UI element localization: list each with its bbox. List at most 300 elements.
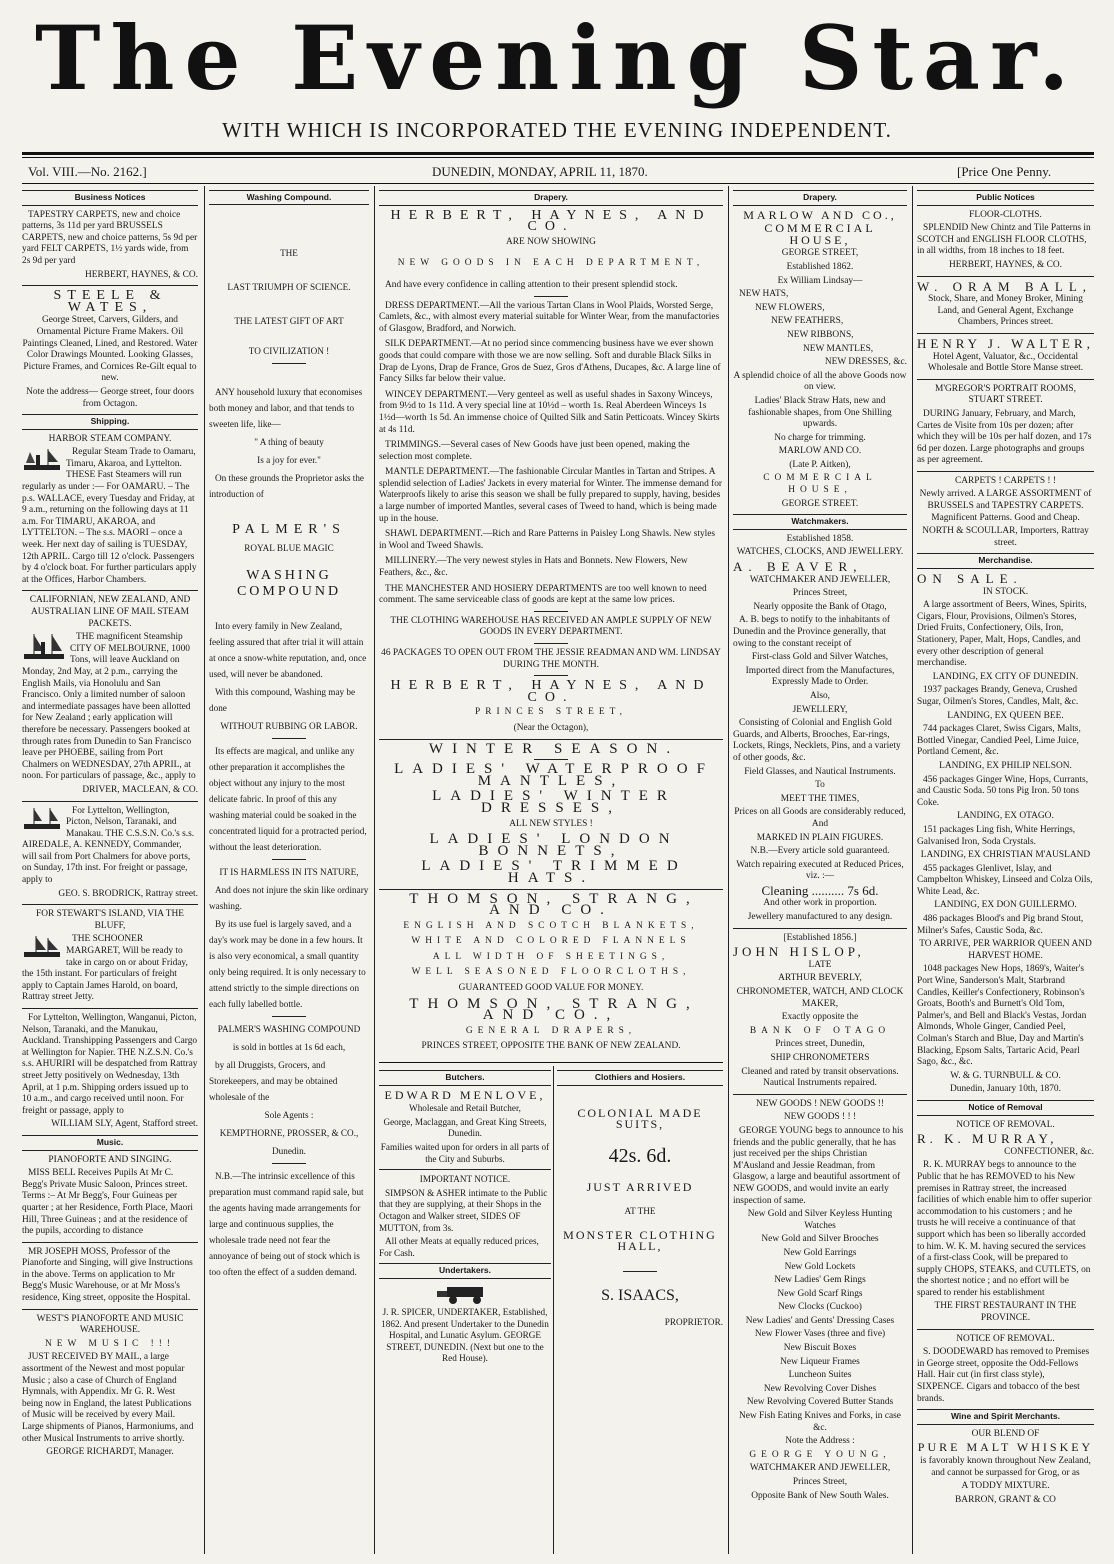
ad-line: (Near the Octagon), [513,722,589,733]
separator [733,1094,907,1095]
ad-signature: (Late P. Aitken), [789,459,851,470]
ad-address: Nearly opposite the Bank of Otago, [753,601,887,612]
ad-line: LANDING, EX OTAGO. [957,811,1054,822]
ad-signature: MARLOW AND CO. [778,446,862,457]
ad-title: STEELE & WATES, [53,288,167,315]
ad-body: SIMPSON & ASHER intimate to the Public that they are supplying, at their Shops in the Octagon and Walker street, SIDES OF MUTTON, from 3s. [379,1187,548,1233]
column-business-shipping-music [22,186,198,1554]
separator [534,611,568,612]
ad-body: J. R. SPICER, UNDERTAKER, Established, 1862. And present Undertaker to the Dunedin Hospital, and Lunatic Asylum. GEORGE STREET, DUNEDIN. (Next but one to the Red House). [381,1306,549,1364]
ad-line: Jewellery manufactured to any design. [747,912,893,923]
masthead [0,0,1114,150]
ad-list-item: New Revolving Covered Butter Stands [746,1397,894,1408]
ad-emphasis: PALMER'S WASHING COMPOUND [217,1024,361,1034]
ad-list-item: New Ladies' and Gents' Dressing Cases [745,1315,895,1326]
ad-tapestry-carpets [22,210,198,282]
ad-address: Princes Street, [792,588,848,599]
separator [272,1016,306,1017]
ad-list-item: New Gold and Silver Keyless Hunting Watches [747,1209,893,1231]
section-head-undertakers: Undertakers. [379,1263,551,1279]
ad-list-item: New Gold Earrings [783,1247,857,1258]
ad-title: WASHING COMPOUND [236,568,342,599]
ad-list-item: New Gold and Silver Brooches [761,1234,879,1245]
separator [379,739,723,740]
ad-line: LANDING, EX CITY OF DUNEDIN. [932,671,1079,682]
ad-quote: " A thing of beauty [254,437,324,447]
ad-body: On these grounds the Proprietor asks the introduction of [209,473,365,499]
ad-line: WATCHMAKER AND JEWELLER, [749,574,891,585]
ad-body: George Street, Carvers, Gilders, and Ornamental Picture Frame Makers. Oil Paintings Cleaned, Lined, and Restored. Water Color Drawings Mounted. Looking Glasses, Picture Frames, and Cornices Re-Gilt equal to new. [22,315,198,384]
ad-body: No charge for trimming. [774,432,866,443]
ad-body: 151 packages Ling fish, White Herrings, Galvanised Iron, Soda Crystals. [917,824,1076,847]
ad-title: R. K. MURRAY, [917,1131,1058,1147]
ad-title: MARLOW AND CO., [743,207,897,222]
ad-body: With this compound, Washing may be done [209,687,356,713]
ad-californian-line [22,595,198,796]
separator [272,738,306,739]
ad-body: By its use fuel is largely saved, and a day's work may be done in a few hours. It is also very economical, a small quantity only being required. It is only necessary to attend strictly to the simple directions on each fully labelled bottle. [209,919,366,1009]
ad-body: WINCEY DEPARTMENT.—Very genteel as well as useful shades in Saxony Winceys, from 9½d to 1s 11d. A very special line at 10½d – worth 1s. Real Aberdeen Winceys 1s 1½d—worth 1s 5d. An immense choice of Quilted Silk and Satin Petticoats. Wincey Skirts at 4s 11d. [379,389,720,435]
ad-list-item: New Revolving Cover Dishes [763,1383,877,1394]
ad-body: Ladies' Black Straw Hats, new and fashionable shapes, from One Shilling upwards. [748,395,892,430]
ad-title: HERBERT, HAYNES, AND CO. [390,207,712,235]
ad-body: is sold in bottles at 1s 6d each, [232,1042,346,1052]
ad-george-young [733,1099,907,1502]
ad-list-item: NEW MANTLES, [803,343,874,354]
section-head-business: Business Notices [22,190,198,206]
ad-line: ENGLISH AND SCOTCH BLANKETS, [403,920,699,931]
ad-date: Dunedin, January 10th, 1870. [950,1084,1061,1095]
ad-line: THE FIRST RESTAURANT IN THE PROVINCE. [934,1301,1077,1324]
ad-line: LANDING, EX CHRISTIAN M'AUSLAND [920,850,1091,861]
ad-line: Also, [809,690,831,701]
ad-signature: PROPRIETOR. [664,1317,723,1328]
separator [917,1329,1094,1330]
ad-line: Watch repairing executed at Reduced Prices, viz. :— [736,859,904,882]
ad-list-item: NEW HATS, [739,289,789,300]
ad-marlow [733,207,907,511]
ad-line: GUARANTEED GOOD VALUE FOR MONEY. [458,983,644,994]
ad-title: HENRY J. WALTER, [917,335,1094,351]
section-head-merchandise: Merchandise. [917,553,1094,569]
separator [534,675,568,676]
ad-title: COMMERCIAL HOUSE, [764,221,876,247]
ad-body: A splendid choice of all the above Goods now on view. [733,370,907,393]
separator [534,296,568,297]
ad-west-music [22,1314,198,1459]
ad-line: TO ARRIVE, PER WARRIOR QUEEN AND HARVEST HOME. [919,939,1092,961]
ad-title: JOHN HISLOP, [733,944,865,960]
ad-henry-walter [917,335,1094,375]
ad-ahuriri [22,1013,198,1131]
ad-floor-cloths [917,210,1094,272]
ad-body: Into every family in New Zealand, feeling assured that after trial it will attain at once a snow-white reputation, and, once used, will never be abandoned. [209,621,367,679]
ad-line: IN STOCK. [982,586,1029,597]
ad-doodeward [917,1334,1094,1406]
ad-title: CARPETS ! CARPETS ! ! [954,475,1057,486]
ad-list-item: NEW DRESSES, &c. [824,357,907,368]
ad-signature: GEORGE RICHARDT, Manager. [46,1447,174,1458]
ad-line: LADIES' WATERPROOF MANTLES, [394,761,714,789]
ad-signature: WATCHMAKER AND JEWELLER, [749,1463,891,1474]
ad-harbor-steam [22,434,198,587]
ad-signature: GEORGE STREET. [781,498,859,509]
section-head-clothiers: Clothiers and Hosiers. [557,1070,723,1086]
ad-line: THE LATEST GIFT OF ART [234,316,344,326]
ad-list-item: Luncheon Suites [788,1370,852,1381]
ad-body: ANY household luxury that economises both money and labor, and that tends to sweeten life, like— [209,387,363,429]
section-head-butchers: Butchers. [379,1070,551,1086]
ad-line: LADIES' WINTER DRESSES, [432,788,676,816]
ad-body: 46 PACKAGES TO OPEN OUT FROM THE JESSIE READMAN AND WM. LINDSAY DURING THE MONTH. [381,648,721,670]
ad-body: MR JOSEPH MOSS, Professor of the Pianoforte and Singing, will give Instructions in the above. Terms on application to Mr Begg's Music Warehouse, or at Mr Moss's residence, King street, opposite the Hospital. [22,1246,193,1304]
ad-stewart-island [22,909,198,1004]
ad-body: by all Druggists, Grocers, and Storekeepers, and may be obtained wholesale of the [209,1060,338,1102]
ad-body: All other Meats at equally reduced prices, For Cash. [379,1236,539,1258]
separator [733,928,907,929]
ad-signature: GEORGE YOUNG, [749,1449,891,1460]
ad-body: Families waited upon for orders in all parts of the City and Suburbs. [380,1141,550,1164]
ad-title: WEST'S PIANOFORTE AND MUSIC WAREHOUSE. [36,1313,184,1336]
ad-signature: COMMERCIAL HOUSE, [763,473,877,496]
section-head-drapery: Drapery. [733,190,907,206]
ad-line: MEET THE TIMES, [780,793,860,804]
separator [22,590,198,591]
ad-line: WHITE AND COLORED FLANNELS [411,936,691,947]
column-drapery-herbert-haynes [379,186,723,1061]
ad-title: EDWARD MENLOVE, [384,1087,546,1102]
newspaper-title: The Evening Star. [35,6,1079,110]
section-head-washing: Washing Compound. [209,190,369,205]
ad-line: Exactly opposite the [781,1012,859,1023]
ad-signature: DRIVER, MACLEAN, & CO. [82,784,198,795]
ad-line: ALL NEW STYLES ! [509,818,593,829]
ad-turnbull [917,573,1094,1096]
ad-list-item: NEW FEATHERS, [771,316,844,327]
ad-list-item: New Gold Lockets [784,1261,856,1272]
ad-title: FOR STEWART'S ISLAND, VIA THE BLUFF, [36,909,184,931]
separator [917,276,1094,277]
ad-signature: KEMPTHORNE, PROSSER, & CO., [219,1128,359,1138]
ad-body: GEORGE YOUNG begs to announce to his friends and the public generally, that he has just received per the ships Christian M'Ausland and Jessie Readman, from Glasgow, a large and beautiful assortment of NEW GOODS, and would invite an early inspection of same. [733,1125,904,1206]
ad-body: is favorably known throughout New Zealand, and cannot be surpassed for Grog, or as [920,1456,1091,1478]
volume-number: Vol. VIII.—No. 2162.] [28,164,147,179]
ad-list-item: New Biscuit Boxes [783,1343,857,1354]
ad-line: Prices on all Goods are considerably reduced, And [734,807,906,829]
ad-signature: BARRON, GRANT & CO [955,1494,1056,1505]
ad-body: And does not injure the skin like ordinary washing. [209,885,369,911]
ad-line: OUR BLEND OF [971,1428,1040,1439]
ad-address: GEORGE STREET, [781,248,859,259]
separator [22,1008,198,1009]
ad-line: ALL WIDTH OF SHEETINGS, [432,951,670,962]
ad-murray [917,1120,1094,1325]
section-head-removal: Notice of Removal [917,1100,1094,1116]
ad-title: M'GREGOR'S PORTRAIT ROOMS, STUART STREET. [935,383,1076,406]
ad-signature: NORTH & SCOULLAR, Importers, Rattray street. [922,526,1089,548]
ad-title: PALMER'S [232,522,346,537]
ad-body: R. K. MURRAY begs to announce to the Public that he has REMOVED to his New premises in Rattray street, the increased facilities of which enable him to offer superior accommodation to his customers ; and he trusts he will receive a continuance of that support which has been so liberally accorded to him. W. K. M. having secured the services of a first-class Cook, will be prepared to supply CHOPS, STEAKS, and CUTLETS, on the shortest notice ; and no effort will be spared to render his establishment [917,1160,1092,1298]
ad-title: COLONIAL MADE SUITS, [577,1105,703,1132]
separator [22,801,198,802]
ad-title: NEW GOODS ! NEW GOODS !! [755,1098,885,1109]
separator [22,1242,198,1243]
dateline-rule [22,183,1094,184]
ad-address: Princes street, Dunedin, [775,1039,865,1050]
ad-title: A. BEAVER, [733,559,863,575]
ad-body: JUST RECEIVED BY MAIL, a large assortment of the Newest and most popular Music ; also a case of Church of England Hymnals, with Appendix. Mr G. R. West being now in England, the latest Publications of Music will be received by every Mail. Large shipments of Pianos, Harmoniums, and other Musical Instruments to arrive shortly. [22,1352,194,1444]
ad-airedale [22,806,198,901]
ad-subtitle: NEW MUSIC !!! [45,1338,175,1349]
ad-body: THE CLOTHING WAREHOUSE HAS RECEIVED AN AMPLE SUPPLY OF NEW GOODS IN EVERY DEPARTMENT. [390,615,712,638]
ad-body: Regular Steam Trade to Oamaru, Timaru, Akaroa, and Lyttelton. THESE Fast Steamers will run regularly as under :— For OAMARU. – The p.s. WALLACE, every Tuesday and Friday, at 9 a.m., returning on the following days at 11 a.m. For TIMARU, AKAROA, and LYTTELTON. – The s.s. MAORI – once a week. Her next day of sailing is TUESDAY, 12th APRIL. Cargo till 12 o'clock. Passengers by 4 o'clock boat. For further particulars apply at the Offices, Harbor Chambers. [22,447,197,585]
steamship-icon [22,447,62,473]
section-head-watchmakers: Watchmakers. [733,514,907,530]
section-rule [379,1062,723,1063]
ad-signature: S. ISAACS, [601,1286,679,1304]
ad-note: Note the address— George street, four doors from Octagon. [26,386,194,409]
ad-line: ARTHUR BEVERLY, [778,973,862,984]
ad-carpets [917,476,1094,550]
column-rule [374,186,375,1554]
ad-body: MANTLE DEPARTMENT.—The fashionable Circular Mantles in Tartan and Stripes. A splendid selection of Ladies' Jackets in every material for Winter. The immense demand for Waterproofs likely to arise this season we shall be fully prepared to supply, having, besides a large number of imported Mantles, several cases of Tweed to hand, which is being made up in the house. [379,467,723,524]
ad-line: MARKED IN PLAIN FIGURES. [756,832,884,843]
ad-body: TRIMMINGS.—Several cases of New Goods have just been opened, making the selection most complete. [379,440,690,462]
ad-list-item: New Gold Scarf Rings [777,1288,863,1299]
ad-line: Imported direct from the Manufactures, Expressly Made to Order. [745,665,895,688]
separator [272,363,306,364]
ad-body: 456 packages Ginger Wine, Hops, Currants, and Caustic Soda. 50 tons Pig Iron. 50 tons Coke. [917,774,1089,808]
ad-thomson-strang [379,890,723,1054]
ad-body: THE SCHOONER MARGARET, Will be ready to take in cargo on or about Friday, the 15th instant. For particulars of freight apply to Captain James Harold, on board, Rattray street Jetty. [22,934,188,1003]
ad-line: BANK OF OTAGO [749,1025,891,1036]
ad-price: 42s. 6d. [608,1144,672,1167]
ad-line: LANDING, EX PHILIP NELSON. [939,760,1072,771]
ad-body: Newly arrived. A LARGE ASSORTMENT of BRUSSELS and TAPESTRY CARPETS. Magnificent Patterns. Good and Cheap. [919,489,1092,523]
ad-body: MISS BELL Receives Pupils At Mr C. Begg's Private Music Saloon, Princes street. Terms :– At Mr Begg's, Four Guineas per quarter ; at her Residence, Forth Place, Maori Hill, Three Guineas ; and at the residence of the pupils, according to distance [22,1168,194,1237]
ad-body: SHAWL DEPARTMENT.—Rich and Rare Patterns in Paisley Long Shawls. New styles in Wool and Tweed Shawls. [379,529,716,551]
ad-body: Its effects are magical, and unlike any other preparation it accomplishes the object without any injury to the most delicate fabric. In proof of this any washing material could be soaked in the concentrated liquid for a protracted period, without the least deterioration. [209,746,367,852]
ad-line: Note the Address : [785,1436,855,1447]
ad-title: FLOOR-CLOTHS. [969,209,1042,220]
ad-beaver [733,534,907,924]
column-drapery-watchmakers [733,186,907,1554]
ad-line: JUST ARRIVED [586,1180,694,1195]
newspaper-subtitle: WITH WHICH IS INCORPORATED THE EVENING INDEPENDENT. [222,118,892,142]
ad-body: 455 packages Glenlivet, Islay, and Campbelton Whiskey, Linseed and Colza Oils, White Lead, &c. [917,863,1093,897]
ad-quote: Is a joy for ever." [257,455,321,465]
ad-signature: WILLIAM SLY, Agent, Stafford street. [51,1119,198,1130]
ad-title: ON SALE. [917,571,1023,587]
ad-isaacs [557,1105,723,1329]
ad-line: ARE NOW SHOWING [506,236,596,247]
hearse-icon [435,1283,495,1305]
ad-line: Wholesale and Retail Butcher, [409,1103,521,1114]
ad-body: THE MANCHESTER AND HOSIERY DEPARTMENTS are too well known to need comment. The same serviceable class of goods are kept at the same low prices. [379,583,707,606]
ad-spicer [379,1307,551,1365]
ad-address: Princes Street, [792,1477,848,1487]
ad-title: W. ORAM BALL, [917,278,1093,294]
ad-body: Stock, Share, and Money Broker, Mining Land, and General Agent, Exchange Chambers, Princes street. [928,294,1083,328]
ad-line: LADIES' LONDON BONNETS, [429,831,679,859]
dateline [22,160,1094,182]
separator [917,379,1094,380]
ad-title: MONSTER CLOTHING HALL, [563,1227,717,1254]
ad-line: Field Glasses, and Nautical Instruments. [744,766,896,777]
section-head-wine: Wine and Spirit Merchants. [917,1409,1094,1425]
ad-body: 744 packages Claret, Swiss Cigars, Malts, Bottled Vinegar, Candied Peel, Lime Juice, Portland Cement, &c. [917,724,1081,758]
ad-line: First-class Gold and Silver Watches, [751,652,889,663]
separator [917,333,1094,334]
separator [379,889,723,890]
ad-title: HARBOR STEAM COMPANY. [48,433,172,444]
column-butchers-undertakers [379,1066,551,1554]
column-rule [728,186,729,1554]
ad-body: N.B.—The intrinsic excellence of this preparation must command rapid sale, but the agents having made arrangements for large and continuous supplies, the wholesale trade need not fear the annoyance of being out of stock which is too often the effect of a sudden demand. [209,1171,364,1277]
column-rule [912,186,913,1554]
masthead-rule [22,152,1094,155]
column-rule [553,1066,554,1554]
ad-emphasis: WITHOUT RUBBING OR LABOR. [220,721,358,731]
ad-signature: THOMSON, STRANG, AND CO., [409,995,699,1024]
ad-title: CALIFORNIAN, NEW ZEALAND, AND AUSTRALIAN LINE OF MAIL STEAM PACKETS. [29,595,191,629]
ad-line: LAST TRIUMPH OF SCIENCE. [227,282,351,292]
separator [22,1309,198,1310]
ad-body: For Lyttelton, Wellington, Picton, Nelson, Taranaki, and Manakau. THE C.S.S.N. Co.'s s.s. AIREDALE, A. KENNEDY, Commander, will sail from Port Chalmers for above ports, on Sunday, 17th inst. For freight or passage, apply to [22,805,195,886]
ad-herbert-haynes [379,207,723,735]
ad-joseph-moss [22,1247,198,1305]
ad-title: PURE MALT WHISKEY [917,1440,1094,1455]
sailing-ship-icon [22,632,66,662]
ad-menlove [379,1087,551,1166]
ad-body: TAPESTRY CARPETS, new and choice patterns, 3s 11d per yard BRUSSELS CARPETS, new and choice patterns, 5s 9d per yard FELT CARPETS, 1½ yards wide, from 2s 9d per yard [22,209,198,266]
separator [272,859,306,860]
sailing-ship-icon [22,806,62,832]
ad-body: A. B. begs to notify to the inhabitants of Dunedin and the Province generally, that owing to the constant receipt of [733,615,891,649]
separator [917,471,1094,472]
section-head-shipping: Shipping. [22,414,198,430]
ad-line: JEWELLERY, [792,704,848,715]
ad-address: George, Maclaggan, and Great King Streets, Dunedin. [383,1116,547,1139]
ad-line: To [815,780,825,791]
schooner-icon [22,934,62,960]
ad-list-item: New Clocks (Cuckoo) [778,1302,862,1313]
ad-body: A large assortment of Beers, Wines, Spirits, Cigars, Flour, Provisions, Oilmen's Stores, Dried Fruits, Confectionery, Oils, Iron, Stationery, Paper, Malt, Hops, Candles, and every other description of general merchandise. [917,600,1087,669]
section-head-public-notices: Public Notices [917,190,1094,206]
ad-line: LANDING, EX DON GUILLERMO. [934,900,1077,911]
ad-list-item: New Liqueur Frames [780,1356,860,1367]
ad-oram-ball [917,278,1094,329]
ad-line: Cleaned and rated by transit observations. Nautical Instruments repaired. [741,1066,899,1089]
ad-line: LADIES' TRIMMED HATS. [421,858,687,886]
ad-line: Established 1858. [786,533,854,544]
ad-signature: GEO. S. BRODRICK, Rattray street. [58,888,198,899]
section-head-music: Music. [22,1135,198,1151]
ad-list-item: NEW RIBBONS, [787,329,854,340]
ad-line: TO CIVILIZATION ! [248,346,330,356]
ad-body: MILLINERY.—The very newest styles in Hats and Bonnets. New Flowers, New Feathers, &c., &c. [379,556,688,579]
ad-title: THOMSON, STRANG, AND CO. [409,890,699,919]
column-washing-compound [209,186,369,1554]
ad-list-item: NEW FLOWERS, [755,302,825,313]
ad-line: Established 1862. [786,261,854,272]
separator [272,1163,306,1164]
ad-line: SHIP CHRONOMETERS [770,1053,870,1063]
separator [534,643,568,644]
masthead-rule-thin [22,157,1094,158]
ad-body: 1048 packages New Hops, 1869's, Waiter's Port Wine, Sanderson's Malt, Starbrand Candles, Keiller's Confectionery, Robinson's Groats, Booth's and Burnett's Old Tom, Palmer's, and Bell and Black's Vestas, Jordan Almonds, Whole Ginger, Candied Peel, Colman's Starch and Blue, Day and Martin's Blacking, Epsom Salts, Tartaric Acid, Pearl Sago, &c., &c. [917,964,1087,1068]
ad-line: PRINCES STREET, [475,707,627,718]
ad-subtitle: ROYAL BLUE MAGIC [244,543,334,553]
ad-body: S. DOODEWARD has removed to Premises in George street, opposite the Odd-Fellows Hall. Hair cut (in first class style), SIXPENCE. Cigars and tobacco of the best brands. [917,1347,1090,1404]
ad-body: DRESS DEPARTMENT.—All the various Tartan Clans in Wool Plaids, Worsted Serge, Camlets, &c., with almost every material suitable for Winter Wear, from the manufactories of Glasgow, Bradford, and Norwich. [379,300,720,334]
separator [22,904,198,905]
ad-title: IMPORTANT NOTICE. [419,1174,511,1185]
ad-body: Consisting of Colonial and English Gold Guards, and Alberts, Brooches, Ear-rings, Lockets, Rings, Necklets, Pins, and a variety of other goods, &c. [733,718,901,763]
ad-line: NEW GOODS IN EACH DEPARTMENT, [397,258,705,269]
ad-line: LATE [808,959,832,970]
ad-body: THE magnificent Steamship CITY OF MELBOURNE, 1000 Tons, will leave Auckland on Monday, 2nd May, at 2 p.m., carrying the English Mails, via Honolulu and San Francisco. Only a limited number of saloon and intermediate passages have been allotted for New Zealand ; early application will therefore be necessary. Passengers booked at through rates from Dunedin to San Francisco leave per PHOEBE, sailing from Port Chalmers on WEDNESDAY, 27th APRIL, at noon. For particulars of passage, &c., apply to [22,632,196,782]
ad-line: WELL SEASONED FLOORCLOTHS, [411,967,691,978]
column-clothiers [557,1066,723,1554]
ad-line: WATCHES, CLOCKS, AND JEWELLERY. [736,547,904,558]
separator [534,759,568,760]
ad-signature: W. & G. TURNBULL & CO. [950,1070,1061,1081]
ad-line: CONFECTIONER, &c. [1004,1146,1094,1157]
column-rule [204,186,205,1554]
ad-line: N.B.—Every article sold guaranteed. [750,846,890,857]
ad-line: A TODDY MIXTURE. [961,1481,1050,1492]
ad-title: PIANOFORTE AND SINGING. [48,1154,172,1165]
ad-body: For Lyttelton, Wellington, Wanganui, Picton, Nelson, Taranaki, and the Manukau, Auckland. Transhipping Passengers and Cargo at Wellington for Napier. THE N.Z.S.N. Co.'s s.s. AHURIRI will be despatched from Rattray street Jetty positively on Wednesday, 13th April, at 1 p.m. Shipping orders issued up to 10 a.m., and cargo received until noon. For freight or passage, apply to [22,1013,198,1116]
ad-line: Ex William Lindsay— [777,275,863,286]
ad-list-item: New Fish Eating Knives and Forks, in case &c. [739,1411,901,1433]
ad-list-item: New Flower Vases (three and five) [754,1329,886,1340]
ad-line: THE [280,248,298,258]
ad-steele-wates [22,290,198,410]
ad-line: CHRONOMETER, WATCH, AND CLOCK MAKER, [736,987,904,1009]
ad-line: AT THE [624,1205,656,1216]
ad-title: NEW GOODS ! ! ! [783,1112,857,1123]
ad-line: [Established 1856.] [783,932,857,943]
ad-mgregor [917,384,1094,467]
ad-address: PRINCES STREET, OPPOSITE THE BANK OF NEW ZEALAND. [421,1041,681,1052]
separator [379,1169,551,1170]
ad-line: LANDING, EX QUEEN BEE. [947,710,1064,721]
ad-body: 1937 packages Brandy, Geneva, Crushed Sugar, Oilmen's Stores, Candles, Malt, &c. [917,685,1079,707]
ad-title: NOTICE OF REMOVAL. [956,1119,1055,1130]
ad-palmers-washing-compound [209,245,369,1280]
ad-body: SPLENDID New Chintz and Tile Patterns in SCOTCH and ENGLISH FLOOR CLOTHS, in all widths, from 18 inches to 18 feet. [917,223,1091,257]
ad-title: HERBERT, HAYNES, AND CO. [390,678,712,705]
ad-pianoforte [22,1155,198,1238]
column-public-notices-merchandise [917,186,1094,1554]
ad-title: WINTER SEASON. [428,740,680,757]
issue-date: DUNEDIN, MONDAY, APRIL 11, 1870. [432,164,648,179]
ad-body: And have every confidence in calling attention to their present splendid stock. [385,279,678,290]
ad-address: Opposite Bank of New South Wales. [751,1490,889,1501]
separator [623,1271,657,1272]
price: [Price One Penny. [957,164,1052,179]
ad-list-item: New Ladies' Gem Rings [774,1275,866,1286]
ad-body: DURING January, February, and March, Cartes de Visite from 10s per dozen; after which they will be 10s per half dozen, and 17s 6d per dozen. Large photographs and groups as per agreement. [917,408,1092,466]
ad-hislop [733,933,907,1090]
ad-signature: Dunedin. [272,1146,306,1156]
ad-signature: GENERAL DRAPERS, [465,1025,637,1036]
ad-signature: HERBERT, HAYNES, & CO. [85,269,198,280]
ad-body: 486 packages Blood's and Pig brand Stout, Milner's Safes, Caustic Soda, &c. [917,914,1084,936]
ad-title: NOTICE OF REMOVAL. [956,1333,1055,1344]
